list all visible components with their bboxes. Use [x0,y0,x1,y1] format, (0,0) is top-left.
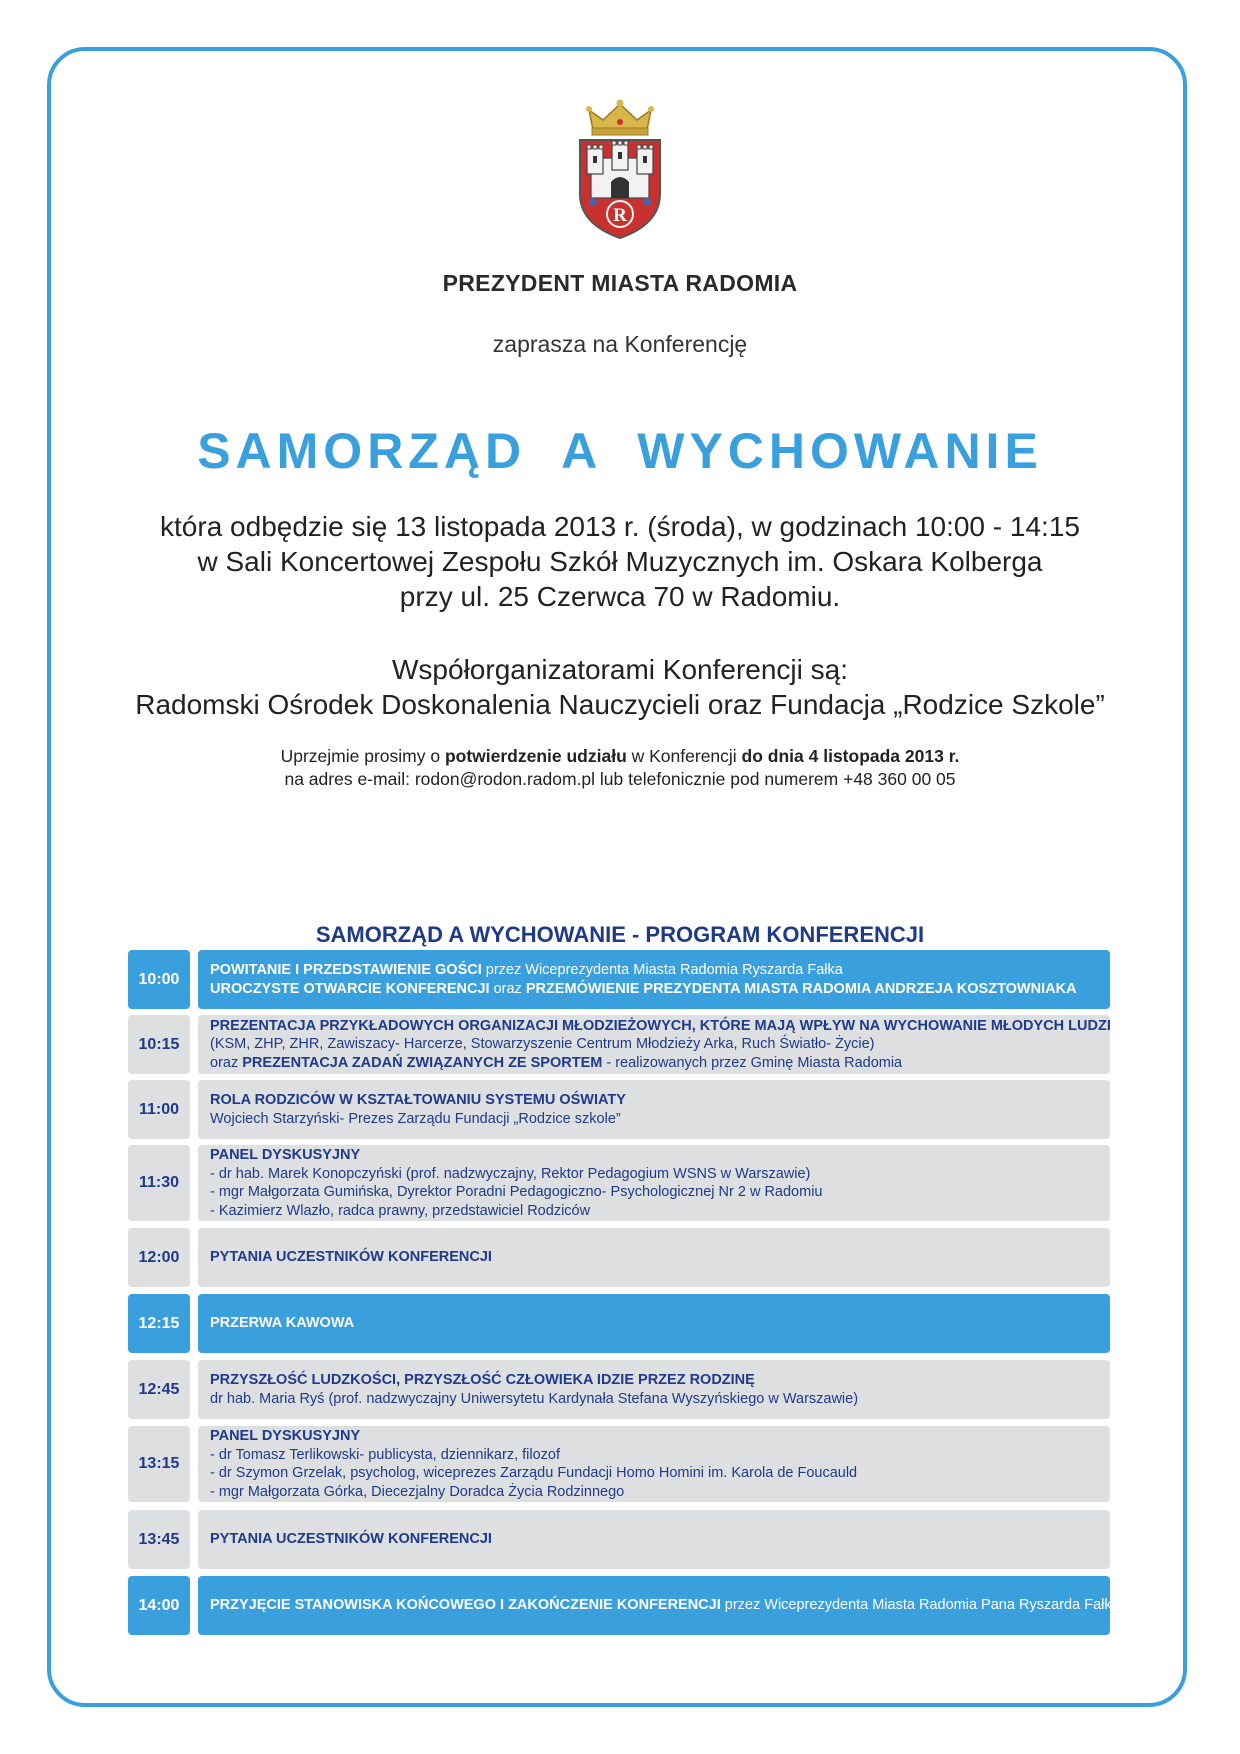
program-time: 11:30 [128,1145,190,1221]
item-text: przez Wiceprezydenta Miasta Radomia Pana Ryszarda Fałka [720,1597,1120,1614]
program-row [128,1080,1110,1139]
item-text: dr hab. Maria Ryś (prof. nadzwyczajny Uniwersytetu Kardynała Stefana Wyszyńskiego w Warszawie) [210,1390,859,1407]
program-description [198,1080,1110,1139]
program-description [198,1015,1110,1074]
program-row [128,1510,1110,1569]
rsvp-deadline: do dnia 4 listopada 2013 r. [741,746,960,766]
item-text: (KSM, ZHP, ZHR, Zawiszacy- Harcerze, Stowarzyszenie Centrum Młodzieży Arka, Ruch Światło- Życie) [210,1036,875,1053]
item-text: oraz [489,980,526,997]
program-time: 12:15 [128,1294,190,1353]
program-row [128,1228,1110,1287]
rsvp-contact-line: na adres e-mail: rodon@rodon.radom.pl lub telefonicznie pod numerem +48 360 00 05 [284,769,956,789]
program-time: 14:00 [128,1576,190,1635]
rsvp-text-a: Uprzejmie prosimy o [280,746,445,766]
event-details [0,509,1240,614]
item-text: Wojciech Starzyński- Prezes Zarządu Fundacji „Rodzice szkole” [210,1110,621,1127]
invite-line: zaprasza na Konferencję [492,331,748,357]
program-row [128,1426,1110,1502]
conference-title: SAMORZĄD A WYCHOWANIE [197,423,1043,479]
item-heading: PANEL DYSKUSYJNY [210,1147,361,1163]
item-heading: PYTANIA UCZESTNIKÓW KONFERENCJI [210,1249,492,1266]
item-heading: PRZERWA KAWOWA [210,1315,355,1332]
program-description [198,1510,1110,1569]
item-heading: PRZYSZŁOŚĆ LUDZKOŚCI, PRZYSZŁOŚĆ CZŁOWIEKA IDZIE PRZEZ RODZINĘ [210,1372,755,1388]
item-text: - dr Tomasz Terlikowski- publicysta, dziennikarz, filozof [210,1446,561,1463]
item-text: - mgr Małgorzata Gumińska, Dyrektor Poradni Pedagogiczno- Psychologicznej Nr 2 w Radomiu [210,1184,823,1200]
item-text: - realizowanych przez Gminę Miasta Radomia [602,1054,903,1071]
item-heading: ROLA RODZICÓW W KSZTAŁTOWANIU SYSTEMU OŚWIATY [210,1092,626,1108]
item-text: oraz [210,1054,243,1071]
coorganizers-names: Radomski Ośrodek Doskonalenia Nauczycieli oraz Fundacja „Rodzice Szkole” [135,689,1105,720]
program-row [128,1360,1110,1419]
item-text: - dr Szymon Grzelak, psycholog, wiceprezes Zarządu Fundacji Homo Homini im. Karola de Foucauld [210,1465,858,1481]
rsvp-line-1 [0,745,1240,768]
program-time: 10:00 [128,950,190,1009]
item-text: - mgr Małgorzata Górka, Diecezjalny Doradca Życia Rodzinnego [210,1483,625,1500]
item-text: - dr hab. Marek Konopczyński (prof. nadzwyczajny, Rektor Pedagogium WSNS w Warszawie) [210,1165,811,1182]
item-text: - Kazimierz Wlazło, radca prawny, przedstawiciel Rodziców [210,1202,591,1219]
program-title: SAMORZĄD A WYCHOWANIE - PROGRAM KONFERENCJI [315,922,925,947]
item-heading: PYTANIA UCZESTNIKÓW KONFERENCJI [210,1531,492,1548]
coorganizers-label: Współorganizatorami Konferencji są: [392,654,848,685]
item-heading: PANEL DYSKUSYJNY [210,1428,361,1444]
item-heading: PREZENTACJA ZADAŃ ZWIĄZANYCH ZE SPORTEM [242,1054,603,1071]
item-heading: PREZENTACJA PRZYKŁADOWYCH ORGANIZACJI MŁODZIEŻOWYCH, KTÓRE MAJĄ WPŁYW NA WYCHOWANIE MŁODYCH LUDZI [210,1017,1111,1034]
program-time: 12:00 [128,1228,190,1287]
crown-icon [586,100,654,136]
item-heading: UROCZYSTE OTWARCIE KONFERENCJI [210,980,490,997]
rsvp-note [0,745,1240,791]
program-row [128,950,1110,1009]
program-description [198,1228,1110,1287]
details-venue-line: w Sali Koncertowej Zespołu Szkół Muzycznych im. Oskara Kolberga [197,546,1043,577]
program-time: 10:15 [128,1015,190,1074]
program-description [198,1294,1110,1353]
program-row [128,1015,1110,1074]
rsvp-text-b: potwierdzenie udziału [444,746,627,766]
item-heading: PRZYJĘCIE STANOWISKA KOŃCOWEGO I ZAKOŃCZENIE KONFERENCJI [210,1597,721,1614]
program-time: 12:45 [128,1360,190,1419]
rsvp-text-c: w Konferencji [626,746,742,766]
program-time: 13:45 [128,1510,190,1569]
program-description [198,1145,1110,1221]
program-description [198,950,1110,1009]
item-text: przez Wiceprezydenta Miasta Radomia Ryszarda Fałka [481,962,843,978]
program-row [128,1576,1120,1635]
program-row [128,1294,1110,1353]
program-description [198,1360,1110,1419]
details-address-line: przy ul. 25 Czerwca 70 w Radomiu. [399,581,841,612]
svg-text:R: R [613,205,627,226]
coorganizers [0,652,1240,722]
details-date-line: która odbędzie się 13 listopada 2013 r. (środa), w godzinach 10:00 - 14:15 [160,511,1080,542]
host-heading: PREZYDENT MIASTA RADOMIA [442,270,798,296]
program-description [198,1426,1110,1502]
item-heading: POWITANIE I PRZEDSTAWIENIE GOŚCI [210,962,482,978]
radom-coat-of-arms-icon [573,98,667,240]
program-time: 11:00 [128,1080,190,1139]
program-time: 13:15 [128,1426,190,1502]
item-heading: PRZEMÓWIENIE PREZYDENTA MIASTA RADOMIA ANDRZEJA KOSZTOWNIAKA [525,980,1077,997]
program-description [198,1576,1120,1635]
program-row [128,1145,1110,1221]
